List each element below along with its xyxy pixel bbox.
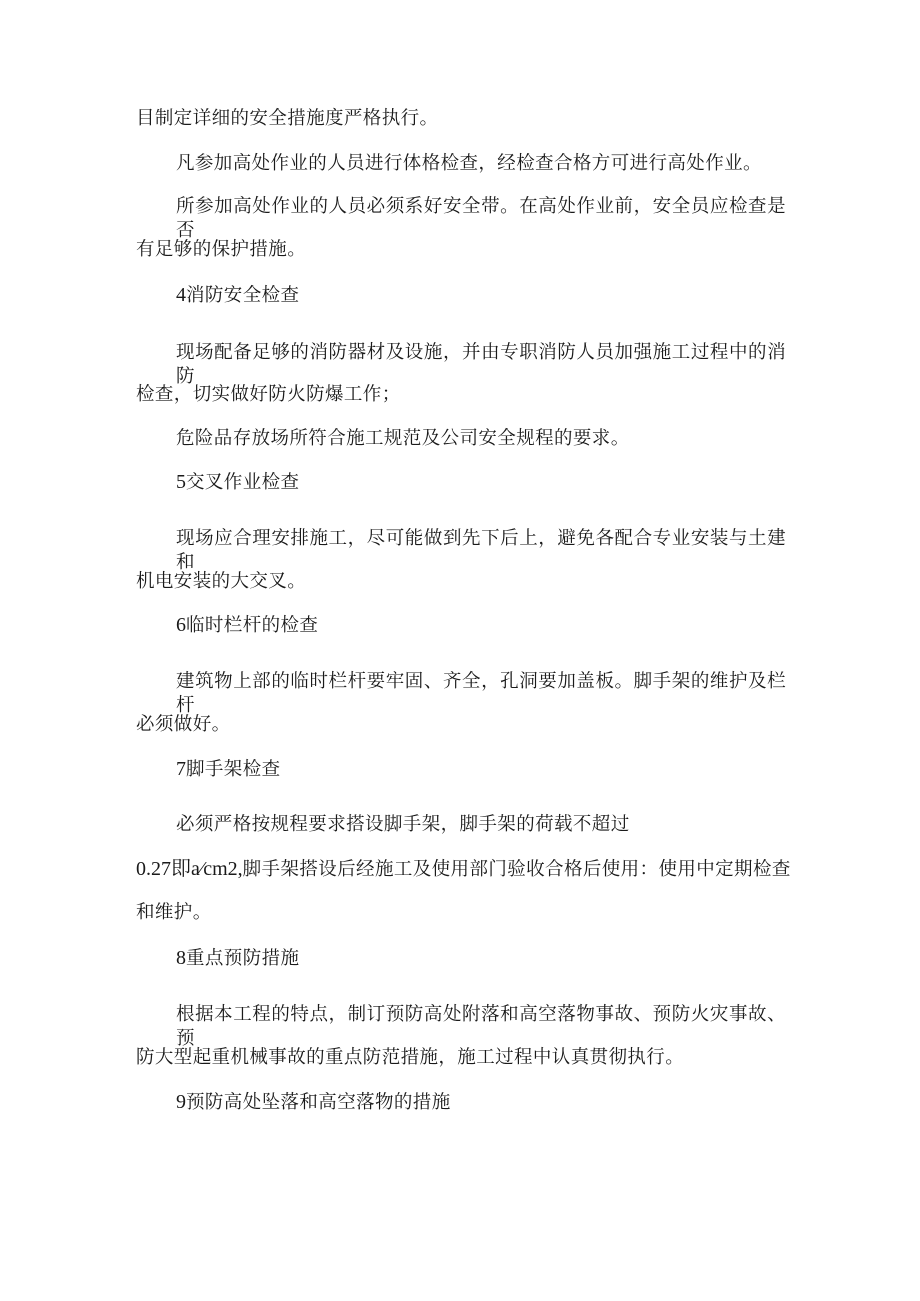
section-heading [176,1090,451,1115]
section-title: 临时栏杆的检查 [186,615,319,636]
section-title: 重点预防措施 [186,948,300,969]
paragraph-text: 脚手架搭设后经施工及使用部门验收合格后使用：使用中定期检查 [242,859,791,880]
paragraph-line: 有足够的保护措施。 [136,239,307,260]
section-heading [176,470,299,495]
load-unit: 即a⁄cm2, [171,858,243,880]
section-heading [176,613,318,638]
paragraph-line: 目制定详细的安全措施度严格执行。 [136,108,439,129]
paragraph-line: 建筑物上部的临时栏杆要牢固、齐全，孔洞要加盖板。脚手架的维护及栏杆 [176,671,786,716]
paragraph-line: 必须严格按规程要求搭设脚手架，脚手架的荷载不超过 [176,814,630,835]
paragraph-line: 凡参加高处作业的人员进行体格检查，经检查合格方可进行高处作业。 [176,153,762,174]
paragraph-line: 必须做好。 [136,714,231,735]
section-number: 9 [176,1091,186,1113]
section-number: 8 [176,947,186,969]
section-number: 5 [176,471,186,493]
section-title: 脚手架检查 [186,759,281,780]
section-number: 6 [176,614,186,636]
section-heading [176,757,281,782]
section-title: 预防高处坠落和高空落物的措施 [186,1092,451,1113]
section-title: 交叉作业检查 [186,472,300,493]
load-value: 0.27 [136,858,171,880]
paragraph-line: 根据本工程的特点，制订预防高处附落和高空落物事故、预防火灾事故、预 [176,1004,786,1049]
paragraph-line: 现场配备足够的消防器材及设施，并由专职消防人员加强施工过程中的消防 [176,342,786,387]
section-number: 4 [176,284,186,306]
paragraph-line: 检查，切实做好防火防爆工作； [136,384,401,405]
section-number: 7 [176,758,186,780]
paragraph-line: 所参加高处作业的人员必须系好安全带。在高处作业前，安全员应检查是否 [176,196,786,241]
section-heading [176,946,299,971]
paragraph-line: 防大型起重机械事故的重点防范措施，施工过程中认真贯彻执行。 [136,1047,685,1068]
paragraph-line [136,857,791,882]
section-heading [176,283,299,308]
paragraph-line: 危险品存放场所符合施工规范及公司安全规程的要求。 [176,428,630,449]
paragraph-line: 机电安装的大交叉。 [136,571,307,592]
paragraph-line: 现场应合理安排施工，尽可能做到先下后上，避免各配合专业安装与土建和 [176,528,786,573]
paragraph-line: 和维护。 [136,902,212,923]
section-title: 消防安全检查 [186,285,300,306]
